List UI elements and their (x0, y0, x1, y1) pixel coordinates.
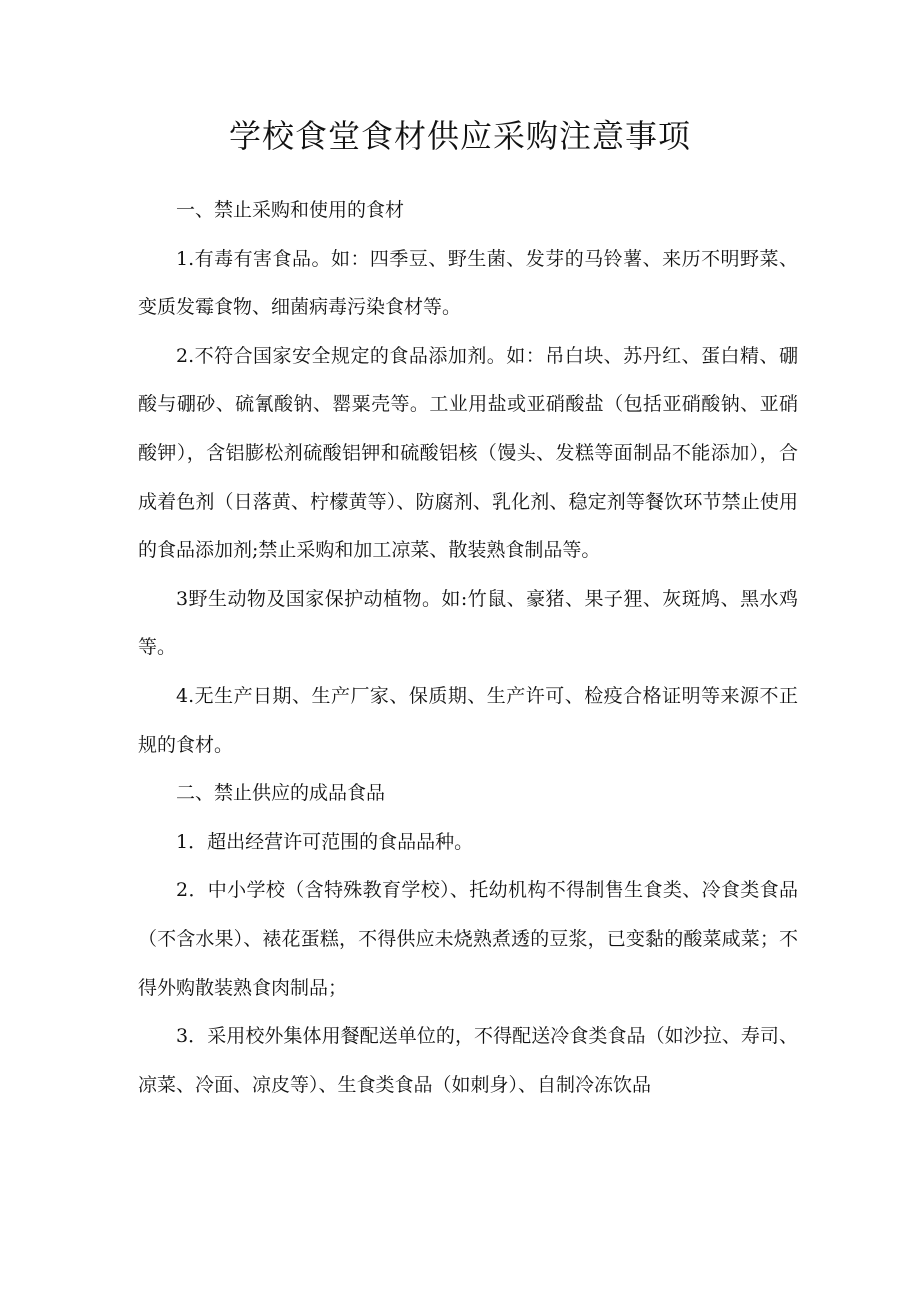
section-heading-1: 一、禁止采购和使用的食材 (176, 199, 405, 221)
paragraph-1-2: 2.不符合国家安全规定的食品添加剂。如：吊白块、苏丹红、蛋白精、硼酸与硼砂、硫氰酸钠、罂粟壳等。工业用盐或亚硝酸盐（包括亚硝酸钠、亚硝酸钾），含铝膨松剂硫酸铝钾和硫酸铝核（馒头、发糕等面制品不能添加），合成着色剂（日落黄、柠檬黄等）、防腐剂、乳化剂、稳定剂等餐饮环节禁止使用的食品添加剂;禁止采购和加工凉菜、散装熟食制品等。 (138, 344, 798, 562)
paragraph-1-3: 3野生动物及国家保护动植物。如:竹鼠、豪猪、果子狸、灰斑鸠、黑水鸡等。 (138, 587, 798, 659)
paragraph-2-3: 3．采用校外集体用餐配送单位的，不得配送冷食类食品（如沙拉、寿司、凉菜、冷面、凉皮等）、生食类食品（如刺身）、自制冷冻饮品 (138, 1025, 798, 1096)
document-title: 学校食堂食材供应采购注意事项 (228, 117, 691, 155)
section-heading-2: 二、禁止供应的成品食品 (176, 782, 386, 805)
paragraph-2-1: 1．超出经营许可范围的食品品种。 (176, 830, 474, 853)
paragraph-2-2: 2．中小学校（含特殊教育学校）、托幼机构不得制售生食类、冷食类食品（不含水果）、裱花蛋糕，不得供应未烧熟煮透的豆浆，已变黏的酸菜咸菜；不得外购散装熟食肉制品； (138, 879, 798, 999)
paragraph-1-4: 4.无生产日期、生产厂家、保质期、生产许可、检疫合格证明等来源不正规的食材。 (138, 684, 798, 756)
paragraph-1-1: 1.有毒有害食品。如：四季豆、野生菌、发芽的马铃薯、来历不明野菜、变质发霉食物、细菌病毒污染食材等。 (138, 247, 798, 319)
document-body (138, 186, 798, 1109)
